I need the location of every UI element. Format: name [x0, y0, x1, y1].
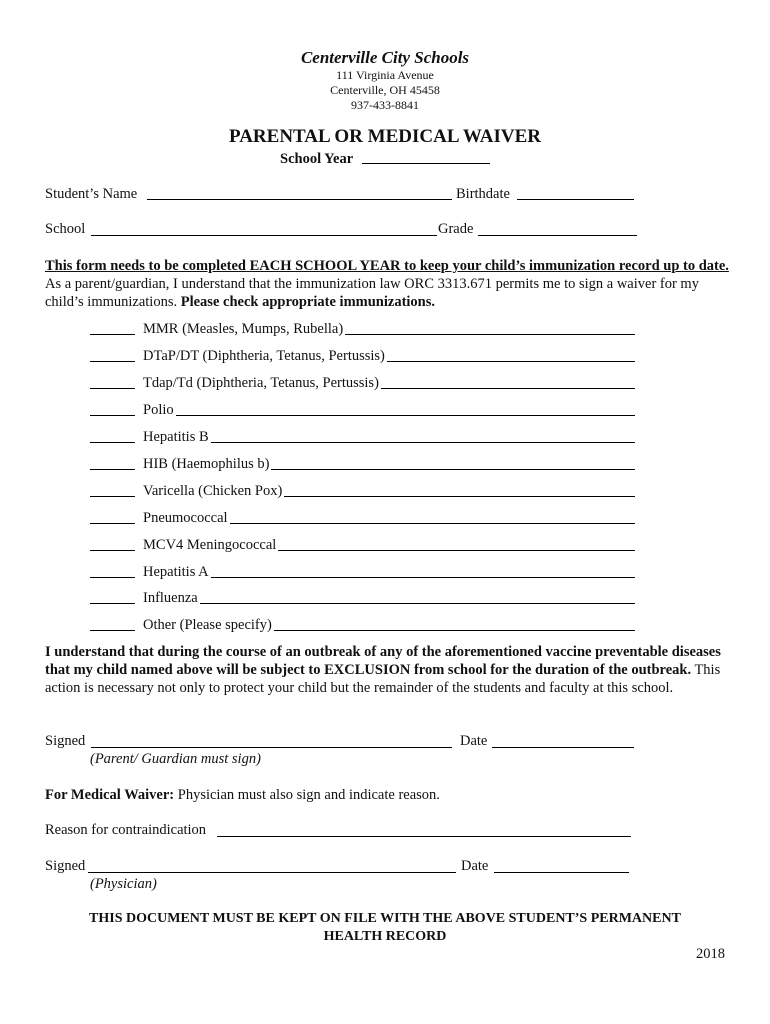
immunization-check-blank[interactable] — [90, 388, 135, 389]
instructions-bold: Please check appropriate immunizations. — [180, 294, 436, 310]
birthdate-field[interactable] — [517, 199, 634, 200]
immunization-row-hepatitis-a — [90, 564, 635, 584]
immunization-label: MCV4 Meningococcal — [143, 537, 277, 553]
school-field[interactable] — [91, 235, 437, 236]
district-city: Centerville, OH 45458 — [330, 83, 440, 97]
exclusion-paragraph — [45, 643, 735, 697]
district-name: Centerville City Schools — [300, 48, 470, 67]
medical-waiver-label: For Medical Waiver: — [45, 787, 175, 803]
instructions-underlined: This form needs to be completed EACH SCHOOL YEAR to keep your child’s immunization record up to date. — [45, 258, 729, 274]
instructions-paragraph — [45, 257, 735, 311]
physician-signature-note: (Physician) — [90, 876, 157, 892]
immunization-label: DTaP/DT (Diphtheria, Tetanus, Pertussis) — [143, 348, 385, 364]
immunization-label: MMR (Measles, Mumps, Rubella) — [143, 321, 344, 337]
immunization-row-influenza — [90, 590, 635, 610]
reason-label: Reason for contraindication — [45, 822, 207, 838]
immunization-check-blank[interactable] — [90, 496, 135, 497]
immunization-label: Hepatitis B — [143, 429, 209, 445]
immunization-check-blank[interactable] — [90, 577, 135, 578]
immunization-label: Polio — [143, 402, 174, 418]
immunization-row-varicella — [90, 483, 635, 503]
immunization-label: Varicella (Chicken Pox) — [143, 483, 283, 499]
exclusion-bold: I understand that during the course of an outbreak of any of the aforementioned vaccine preventable diseases that my child named above will be subject to EXCLUSION from school for the duration of the outbreak. — [45, 644, 721, 678]
immunization-label: Other (Please specify) — [143, 617, 272, 633]
parent-signed-label: Signed — [45, 733, 86, 749]
school-year-field[interactable] — [362, 163, 490, 164]
student-name-label: Student’s Name — [45, 186, 138, 202]
reason-field[interactable] — [217, 836, 631, 837]
physician-signed-label: Signed — [45, 858, 86, 874]
immunization-row-pneumococcal — [90, 510, 635, 530]
immunization-check-blank[interactable] — [90, 550, 135, 551]
birthdate-label: Birthdate — [456, 186, 510, 202]
school-year-label: School Year — [280, 151, 354, 167]
immunization-check-blank[interactable] — [90, 469, 135, 470]
physician-date-label: Date — [461, 858, 489, 874]
exclusion-text: This action is necessary not only to protect your child but the remainder of the students and faculty at this school. — [45, 662, 721, 696]
medical-waiver-line — [45, 787, 440, 804]
district-address: 111 Virginia Avenue — [336, 68, 434, 82]
immunization-label: Tdap/Td (Diphtheria, Tetanus, Pertussis) — [143, 375, 379, 391]
form-title: PARENTAL OR MEDICAL WAIVER — [229, 126, 541, 147]
immunization-check-blank[interactable] — [90, 442, 135, 443]
immunization-check-blank[interactable] — [90, 361, 135, 362]
physician-date-field[interactable] — [494, 872, 629, 873]
immunization-label: Hepatitis A — [143, 564, 209, 580]
parent-signature-note: (Parent/ Guardian must sign) — [90, 751, 261, 767]
grade-label: Grade — [438, 221, 474, 237]
medical-waiver-text: Physician must also sign and indicate reason. — [177, 787, 440, 803]
immunization-check-blank[interactable] — [90, 523, 135, 524]
parent-date-field[interactable] — [492, 747, 634, 748]
form-year: 2018 — [696, 946, 725, 962]
immunization-row-dtap — [90, 348, 635, 368]
immunization-check-blank[interactable] — [90, 630, 135, 631]
footer-notice-line1: THIS DOCUMENT MUST BE KEPT ON FILE WITH THE ABOVE STUDENT’S PERMANENT — [89, 911, 681, 926]
immunization-check-blank[interactable] — [90, 334, 135, 335]
immunization-check-blank[interactable] — [90, 415, 135, 416]
instructions-text: As a parent/guardian, I understand that the immunization law ORC 3313.671 permits me to sign a waiver for my child’s immunizations. — [45, 276, 699, 310]
footer-notice-line2: HEALTH RECORD — [323, 929, 447, 944]
student-name-field[interactable] — [147, 199, 452, 200]
immunization-label: HIB (Haemophilus b) — [143, 456, 270, 472]
immunization-row-hib — [90, 456, 635, 476]
immunization-row-mmr — [90, 321, 635, 341]
school-label: School — [45, 221, 86, 237]
immunization-row-hepatitis-b — [90, 429, 635, 449]
immunization-label: Influenza — [143, 590, 198, 606]
district-phone: 937-433-8841 — [351, 98, 419, 112]
immunization-check-blank[interactable] — [90, 603, 135, 604]
immunization-row-polio — [90, 402, 635, 422]
immunization-row-tdap — [90, 375, 635, 395]
parent-date-label: Date — [460, 733, 488, 749]
grade-field[interactable] — [478, 235, 637, 236]
parent-signature-field[interactable] — [91, 747, 452, 748]
immunization-label: Pneumococcal — [143, 510, 228, 526]
immunization-row-mcv4 — [90, 537, 635, 557]
immunization-row-other — [90, 617, 635, 637]
physician-signature-field[interactable] — [88, 872, 456, 873]
